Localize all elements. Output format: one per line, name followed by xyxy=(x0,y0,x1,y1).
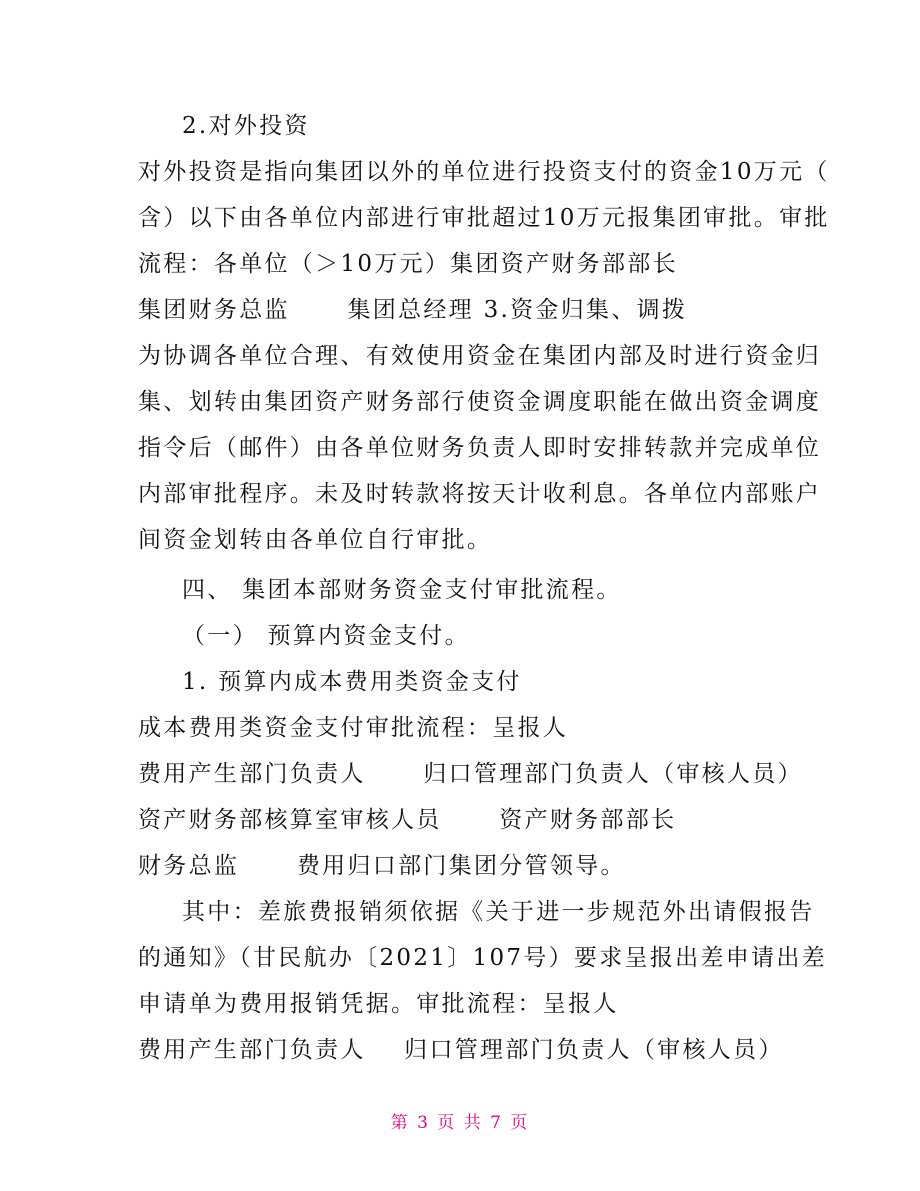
paragraph-line: 内部审批程序。未及时转款将按天计收利息。各单位内部账户 xyxy=(138,481,822,507)
subsection-heading-one: （一） 预算内资金支付。 xyxy=(182,623,470,649)
paragraph-line: 申请单为费用报销凭据。审批流程：呈报人 xyxy=(138,991,619,1017)
paragraph-line: 的通知》（甘民航办〔2021〕107号）要求呈报出差申请出差 xyxy=(138,945,827,971)
paragraph-line: 其中：差旅费报销须依据《关于进一步规范外出请假报告 xyxy=(182,899,815,925)
paragraph-line: 集、划转由集团资产财务部行使资金调度职能在做出资金调度 xyxy=(138,389,822,415)
paragraph-line: 费用产生部门负责人 归口管理部门负责人（审核人员） xyxy=(138,761,803,787)
page-number-footer: 第 3 页 共 7 页 xyxy=(390,1113,530,1133)
paragraph-line: 为协调各单位合理、有效使用资金在集团内部及时进行资金归 xyxy=(138,343,822,369)
paragraph-line: 成本费用类资金支付审批流程：呈报人 xyxy=(138,715,569,741)
paragraph-line: 费用产生部门负责人 归口管理部门负责人（审核人员） xyxy=(138,1037,784,1063)
item-heading-one: 1. 预算内成本费用类资金支付 xyxy=(182,669,522,695)
paragraph-line: 间资金划转由各单位自行审批。 xyxy=(138,527,493,553)
paragraph-line: 含）以下由各单位内部进行审批超过10万元报集团审批。审批 xyxy=(138,205,830,231)
paragraph-line: 财务总监 费用归口部门集团分管领导。 xyxy=(138,853,626,879)
paragraph-line: 集团财务总监 集团总经理 3.资金归集、调拨 xyxy=(138,297,688,323)
section-heading-external-investment: 2.对外投资 xyxy=(182,113,310,139)
paragraph-line: 资产财务部核算室审核人员 资产财务部部长 xyxy=(138,807,677,833)
paragraph-line: 流程：各单位（＞10万元）集团资产财务部部长 xyxy=(138,251,678,277)
paragraph-line: 指令后（邮件）由各单位财务负责人即时安排转款并完成单位 xyxy=(138,435,822,461)
paragraph-line: 对外投资是指向集团以外的单位进行投资支付的资金10万元（ xyxy=(138,159,830,185)
section-heading-four: 四、 集团本部财务资金支付审批流程。 xyxy=(182,577,622,603)
